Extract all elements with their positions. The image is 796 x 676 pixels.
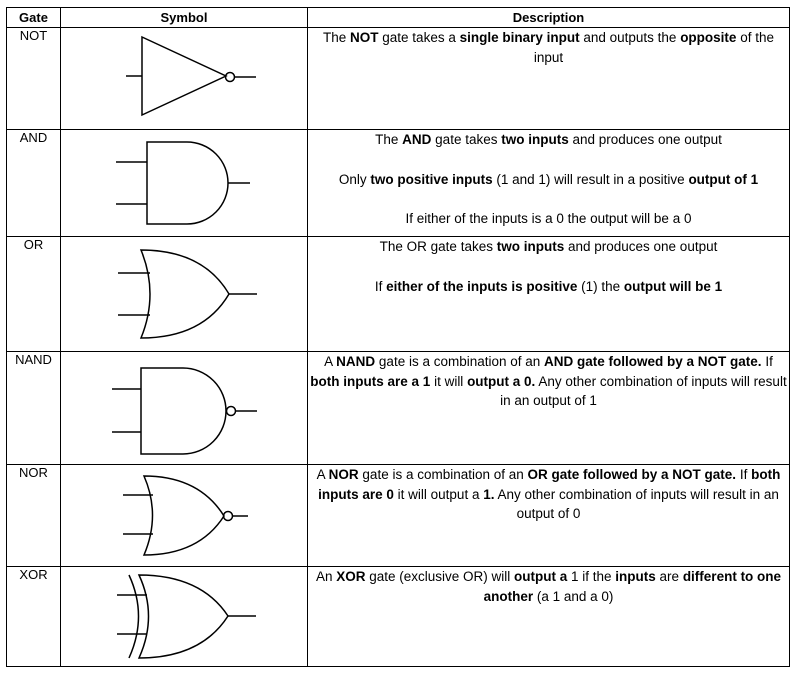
not-gate-icon xyxy=(61,28,308,129)
text: Any other combination of inputs will result in an output of 1 xyxy=(500,373,787,408)
text: gate (exclusive OR) will xyxy=(365,569,515,584)
xor-gate-icon xyxy=(61,567,308,666)
table-row xyxy=(7,465,790,567)
text: are xyxy=(655,569,683,584)
text: The xyxy=(323,30,351,45)
description-paragraph xyxy=(308,567,789,606)
bold-text: XOR xyxy=(336,569,366,584)
bold-text: output of 1 xyxy=(688,171,759,187)
header-gate: Gate xyxy=(7,8,61,28)
nand-gate-icon xyxy=(61,352,308,464)
bold-text: inputs xyxy=(615,569,656,584)
bold-text: output will be 1 xyxy=(623,278,723,294)
text: it will output a xyxy=(393,486,484,502)
bold-text: opposite xyxy=(680,30,737,45)
text: it will xyxy=(430,373,468,389)
bold-text: both inputs are 0 xyxy=(318,467,781,502)
table-row xyxy=(7,352,790,465)
or-gate-icon xyxy=(61,237,308,351)
description-paragraph xyxy=(308,209,789,229)
description-paragraph xyxy=(308,277,789,297)
description-cell xyxy=(308,28,790,130)
table-row xyxy=(7,130,790,237)
text: (1 and 1) will result in a positive xyxy=(492,171,689,187)
text: A xyxy=(324,354,337,369)
text: A xyxy=(316,467,329,482)
text: and outputs the xyxy=(579,30,681,45)
text: (a 1 and a 0) xyxy=(533,588,614,604)
description-cell xyxy=(308,237,790,352)
text: The OR gate takes xyxy=(379,239,497,254)
bold-text: AND gate followed by a NOT gate. xyxy=(544,354,762,369)
text: An xyxy=(315,569,337,584)
bold-text: two inputs xyxy=(501,132,569,147)
text: and produces one output xyxy=(564,239,718,254)
bold-text: NOR xyxy=(328,467,359,482)
text: The xyxy=(375,132,403,147)
gate-name: XOR xyxy=(7,567,61,667)
text: gate is a combination of an xyxy=(358,467,528,482)
description-cell xyxy=(308,352,790,465)
and-gate-icon xyxy=(61,130,308,236)
bold-text: NOT xyxy=(350,30,379,45)
text: Only xyxy=(338,171,371,187)
text: gate takes a xyxy=(378,30,460,45)
text: Any other combination of inputs will result in an output of 0 xyxy=(494,486,779,521)
bold-text: both inputs are a 1 xyxy=(310,373,431,389)
header-row xyxy=(7,8,790,28)
bold-text: NAND xyxy=(336,354,376,369)
bold-text: OR gate followed by a NOT gate. xyxy=(527,467,737,482)
header-description: Description xyxy=(308,8,790,28)
bold-text: two inputs xyxy=(496,239,565,254)
description-cell xyxy=(308,130,790,237)
description-paragraph xyxy=(308,170,789,190)
gate-name: OR xyxy=(7,237,61,352)
description-paragraph xyxy=(308,28,789,67)
table-row xyxy=(7,28,790,130)
bold-text: AND xyxy=(402,132,432,147)
text: If xyxy=(374,278,387,294)
gate-name: AND xyxy=(7,130,61,237)
gate-name: NOR xyxy=(7,465,61,567)
description-paragraph xyxy=(308,237,789,257)
bold-text: output a xyxy=(514,569,568,584)
text: and produces one output xyxy=(568,132,722,147)
text: If xyxy=(761,354,773,369)
gate-name: NOT xyxy=(7,28,61,130)
table-row xyxy=(7,567,790,667)
description-cell xyxy=(308,465,790,567)
bold-text: 1. xyxy=(483,486,495,502)
description-paragraph xyxy=(308,352,789,411)
text: of the input xyxy=(533,30,774,65)
nor-gate-icon xyxy=(61,465,308,566)
logic-gates-table xyxy=(6,7,790,667)
text: 1 if the xyxy=(567,569,616,584)
text: If xyxy=(736,467,752,482)
text: (1) the xyxy=(577,278,624,294)
bold-text: either of the inputs is positive xyxy=(386,278,578,294)
table-row xyxy=(7,237,790,352)
bold-text: different to one another xyxy=(483,569,782,604)
text: gate is a combination of an xyxy=(375,354,545,369)
gate-name: NAND xyxy=(7,352,61,465)
text: If either of the inputs is a 0 the output will be a 0 xyxy=(405,211,692,226)
header-symbol: Symbol xyxy=(61,8,308,28)
bold-text: output a 0. xyxy=(467,373,536,389)
description-paragraph xyxy=(308,130,789,150)
description-paragraph xyxy=(308,465,789,524)
text: gate takes xyxy=(431,132,502,147)
bold-text: single binary input xyxy=(459,30,580,45)
bold-text: two positive inputs xyxy=(370,171,493,187)
description-cell xyxy=(308,567,790,667)
